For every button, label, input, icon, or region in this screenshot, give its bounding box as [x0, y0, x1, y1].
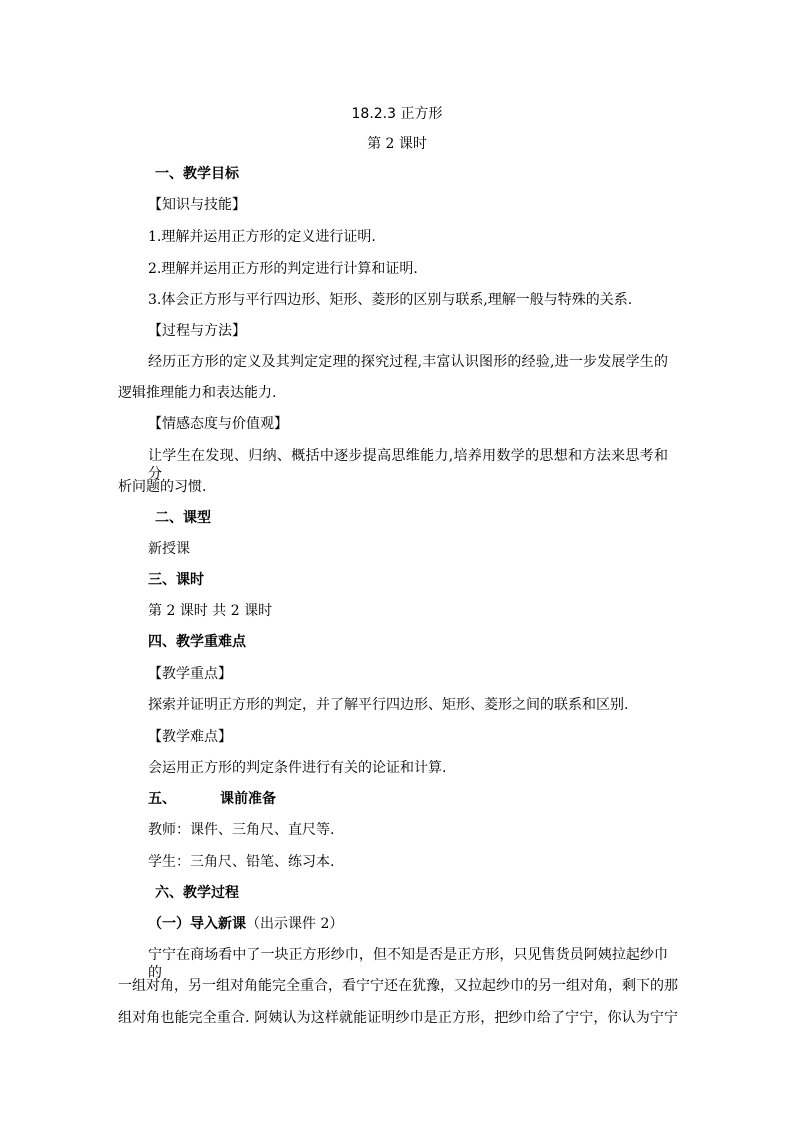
teacher-preparation: 教师：课件、三角尺、直尺等.: [148, 822, 335, 838]
knowledge-item-3: 3.体会正方形与平行四边形、矩形、菱形的区别与联系,理解一般与特殊的关系.: [148, 292, 633, 308]
document-title: 18.2.3 正方形: [351, 106, 443, 122]
process-line-2: 逻辑推理能力和表达能力.: [118, 385, 277, 401]
emotion-line-2: 析问题的习惯.: [118, 479, 207, 495]
section-1-heading: 一、教学目标: [155, 166, 239, 182]
section-2-text: 新授课: [148, 541, 190, 557]
section-6-heading: 六、教学过程: [155, 885, 239, 901]
section-5-heading: [148, 790, 276, 808]
student-preparation: 学生：三角尺、铅笔、练习本.: [148, 854, 335, 870]
section-5-number: 五、: [148, 791, 176, 807]
subsection-1-heading: [148, 915, 343, 933]
intro-line-1: 宁宁在商场看中了一块正方形纱巾，但不知是否是正方形，只见售货员阿姨拉起纱巾的: [148, 947, 668, 981]
section-4-heading: 四、教学重难点: [148, 634, 246, 650]
section-2-heading: 二、课型: [155, 510, 211, 526]
subsection-1-note: （出示课件 2）: [246, 916, 344, 932]
emotion-heading: 【情感态度与价值观】: [148, 416, 288, 432]
difficult-point-text: 会运用正方形的判定条件进行有关的论证和计算.: [148, 760, 447, 776]
intro-line-3: 组对角也能完全重合. 阿姨认为这样就能证明纱巾是正方形，把纱巾给了宁宁，你认为宁宁: [118, 1010, 678, 1026]
subsection-1-title: （一）导入新课: [148, 916, 246, 932]
document-subtitle: 第 2 课时: [367, 136, 427, 152]
emotion-line-1: 让学生在发现、归纳、概括中逐步提高思维能力,培养用数学的思想和方法来思考和分: [148, 448, 668, 482]
key-point-heading: 【教学重点】: [148, 666, 232, 682]
section-5-title: 课前准备: [220, 791, 276, 807]
knowledge-heading: 【知识与技能】: [148, 197, 246, 213]
difficult-point-heading: 【教学难点】: [148, 729, 232, 745]
knowledge-item-1: 1.理解并运用正方形的定义进行证明.: [148, 229, 376, 245]
process-line-1: 经历正方形的定义及其判定定理的探究过程,丰富认识图形的经验,进一步发展学生的: [148, 354, 668, 370]
section-3-heading: 三、课时: [148, 572, 204, 588]
knowledge-item-2: 2.理解并运用正方形的判定进行计算和证明.: [148, 261, 418, 277]
process-heading: 【过程与方法】: [148, 323, 246, 339]
intro-line-2: 一组对角，另一组对角能完全重合，看宁宁还在犹豫，又拉起纱巾的另一组对角，剩下的那: [118, 978, 678, 994]
section-3-text: 第 2 课时 共 2 课时: [148, 603, 273, 619]
key-point-text: 探索并证明正方形的判定，并了解平行四边形、矩形、菱形之间的联系和区别.: [148, 697, 629, 713]
